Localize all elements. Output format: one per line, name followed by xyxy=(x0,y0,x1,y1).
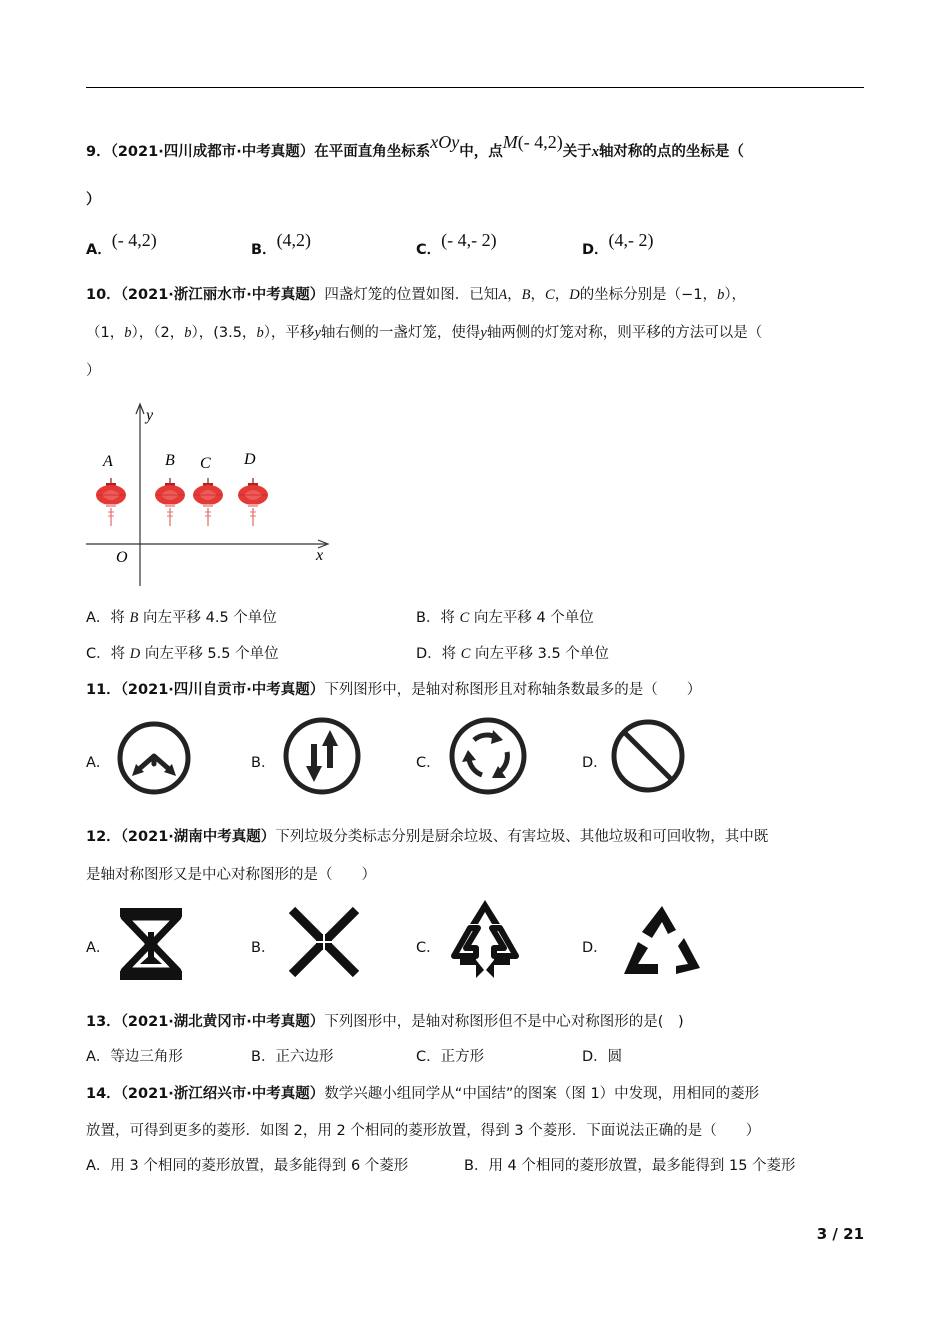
q12-recyclable-icon xyxy=(618,902,706,982)
q11-two-way-arrows-sign-icon xyxy=(282,716,362,796)
lantern-c-icon xyxy=(193,478,223,526)
q14-option-a[interactable]: A．用 3 个相同的菱形放置，最多能得到 6 个菱形 xyxy=(86,1158,409,1174)
q12-option-a-label[interactable]: A． xyxy=(86,940,111,956)
q9-stem: 9．（2021·四川成都市·中考真题）在平面直角坐标系xOy中，点M(- 4,2)关于x轴对称的点的坐标是（ xyxy=(86,132,744,160)
q13-option-a[interactable]: A．等边三角形 xyxy=(86,1049,183,1065)
q12-stem-line2: 是轴对称图形又是中心对称图形的是（ ） xyxy=(86,867,376,883)
q13-option-b[interactable]: B．正六边形 xyxy=(251,1049,334,1065)
lantern-d-icon xyxy=(238,478,268,526)
q11-no-entry-sign-icon xyxy=(610,718,686,794)
lantern-label-b: B xyxy=(165,452,175,469)
q13-option-c[interactable]: C．正方形 xyxy=(416,1049,485,1065)
lantern-label-d: D xyxy=(244,451,256,468)
q13-stem: 13．（2021·湖北黄冈市·中考真题）下列图形中，是轴对称图形但不是中心对称图形的是( ) xyxy=(86,1014,684,1030)
page-number: 3 / 21 xyxy=(816,1225,864,1243)
q11-option-c-label[interactable]: C． xyxy=(416,755,441,771)
q9-option-d[interactable]: D．(4,- 2) xyxy=(582,230,654,258)
q12-other-waste-icon xyxy=(446,898,524,982)
q13-source: （2021·湖北黄冈市·中考真题） xyxy=(120,1014,325,1030)
q10-stem-line2: （1，b），（2，b），(3.5，b），平移y轴右侧的一盏灯笼，使得y轴两侧的灯笼对称，则平移的方法可以是（ xyxy=(86,325,763,341)
lantern-b-icon xyxy=(155,478,185,526)
q9-close: ） xyxy=(86,192,101,208)
q11-source: （2021·四川自贡市·中考真题） xyxy=(120,682,325,698)
q10-option-c[interactable]: C．将 D 向左平移 5.5 个单位 xyxy=(86,646,279,662)
header-rule xyxy=(86,87,864,88)
q11-number: 11． xyxy=(86,682,121,698)
origin-label: O xyxy=(116,549,128,566)
q12-option-d-label[interactable]: D． xyxy=(582,940,608,956)
q12-kitchen-waste-icon xyxy=(116,904,186,984)
q9-option-b[interactable]: B．(4,2) xyxy=(251,230,312,258)
lantern-a-icon xyxy=(96,478,126,526)
q11-stem: 11．（2021·四川自贡市·中考真题）下列图形中，是轴对称图形且对称轴条数最多的是（ ） xyxy=(86,682,702,698)
q9-option-a[interactable]: A．(- 4,2) xyxy=(86,230,157,258)
q14-stem-line2: 放置，可得到更多的菱形．如图 2，用 2 个相同的菱形放置，得到 3 个菱形．下面说法正确的是（ ） xyxy=(86,1123,761,1139)
q9-option-c[interactable]: C．(- 4,- 2) xyxy=(416,230,497,258)
q14-stem-line1: 14．（2021·浙江绍兴市·中考真题）数学兴趣小组同学从“中国结”的图案（图 1）中发现，用相同的菱形 xyxy=(86,1086,760,1102)
q11-option-b-label[interactable]: B． xyxy=(251,755,276,771)
q10-option-a[interactable]: A．将 B 向左平移 4.5 个单位 xyxy=(86,610,277,626)
q14-source: （2021·浙江绍兴市·中考真题） xyxy=(120,1086,325,1102)
q9-point-coords: (- 4,2) xyxy=(517,132,563,152)
lantern-label-a: A xyxy=(103,453,113,470)
q14-option-b[interactable]: B．用 4 个相同的菱形放置，最多能得到 15 个菱形 xyxy=(464,1158,796,1174)
q9-point-name: M xyxy=(502,132,518,152)
q14-number: 14． xyxy=(86,1086,121,1102)
y-axis-label: y xyxy=(146,407,154,424)
q10-option-b[interactable]: B．将 C 向左平移 4 个单位 xyxy=(416,610,594,626)
q10-source: （2021·浙江丽水市·中考真题） xyxy=(120,287,325,303)
q10-option-d[interactable]: D．将 C 向左平移 3.5 个单位 xyxy=(416,646,609,662)
q9-coord-system: xOy xyxy=(430,132,460,152)
q11-option-a-label[interactable]: A． xyxy=(86,755,111,771)
q10-stem-line1: 10．（2021·浙江丽水市·中考真题）四盏灯笼的位置如图．已知A，B，C，D的坐标分别是（−1，b）， xyxy=(86,287,747,303)
q11-option-d-label[interactable]: D． xyxy=(582,755,608,771)
q13-option-d[interactable]: D．圆 xyxy=(582,1049,623,1065)
q10-lantern-figure xyxy=(80,398,340,590)
q12-number: 12． xyxy=(86,829,121,845)
q10-number: 10． xyxy=(86,287,121,303)
q11-diverge-arrows-sign-icon xyxy=(116,720,192,796)
q11-roundabout-sign-icon xyxy=(448,716,528,796)
q12-option-c-label[interactable]: C． xyxy=(416,940,441,956)
q9-source: （2021·四川成都市·中考真题） xyxy=(110,144,315,160)
q9-number: 9． xyxy=(86,144,111,160)
q10-close: ） xyxy=(86,363,101,379)
q13-number: 13． xyxy=(86,1014,121,1030)
q12-stem-line1: 12．（2021·湖南中考真题）下列垃圾分类标志分别是厨余垃圾、有害垃圾、其他垃圾和可回收物，其中既 xyxy=(86,829,769,845)
x-axis-label: x xyxy=(316,547,324,564)
q12-source: （2021·湖南中考真题） xyxy=(120,829,276,845)
q12-option-b-label[interactable]: B． xyxy=(251,940,276,956)
q12-hazardous-waste-icon xyxy=(286,906,362,978)
lantern-label-c: C xyxy=(200,455,211,472)
